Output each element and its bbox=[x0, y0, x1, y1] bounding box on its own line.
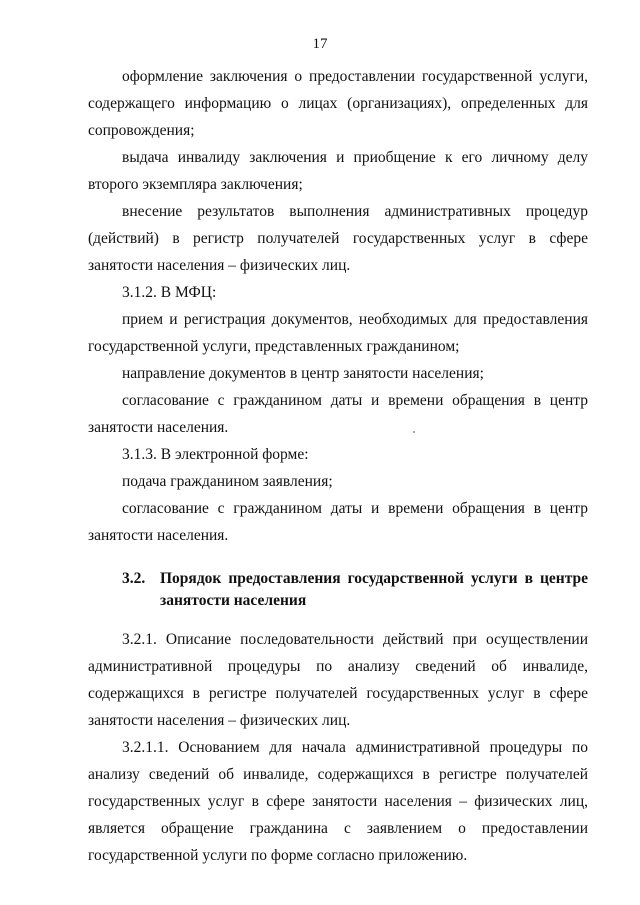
paragraph: выдача инвалиду заключения и приобщение к его личному делу второго экземпляра заключения; bbox=[88, 149, 588, 193]
subsection-heading: 3.1.2. В МФЦ: bbox=[122, 284, 217, 301]
paragraph: направление документов в центр занятости населения; bbox=[122, 365, 484, 382]
paragraph: подача гражданином заявления; bbox=[122, 473, 333, 490]
section-heading bbox=[88, 568, 588, 612]
paragraph: оформление заключения о предоставлении государственной услуги, содержащего информацию о лицах (организациях), определенных для сопровождения; bbox=[88, 68, 588, 139]
paragraph: согласование с гражданином даты и времени обращения в центр занятости населения. bbox=[88, 392, 588, 436]
section-number: 3.2. bbox=[122, 570, 146, 587]
subsection-heading: 3.1.3. В электронной форме: bbox=[122, 446, 309, 463]
document-body bbox=[88, 63, 588, 869]
paragraph: прием и регистрация документов, необходимых для предоставления государственной услуги, представленных гражданином; bbox=[88, 311, 588, 355]
paragraph: внесение результатов выполнения административных процедур (действий) в регистр получателей государственных услуг в сфере занятости населения – физических лиц. bbox=[88, 203, 588, 274]
scan-speck bbox=[413, 431, 415, 433]
paragraph: согласование с гражданином даты и времени обращения в центр занятости населения. bbox=[88, 500, 588, 544]
section-title: Порядок предоставления государственной услуги в центре занятости населения bbox=[160, 570, 588, 609]
paragraph: 3.2.1. Описание последовательности действий при осуществлении административной процедуры по анализу сведений об инвалиде, содержащихся в регистре получателей государственных услуг в сфере занятости населения – физических лиц. bbox=[88, 631, 588, 729]
page-number: 17 bbox=[312, 36, 328, 52]
paragraph: 3.2.1.1. Основанием для начала административной процедуры по анализу сведений об инвалиде, содержащихся в регистре получателей государственных услуг в сфере занятости населения – физических лиц, является обращение гражданина с заявлением о предоставлении государственной услуги по форме согласно приложению. bbox=[88, 739, 588, 864]
